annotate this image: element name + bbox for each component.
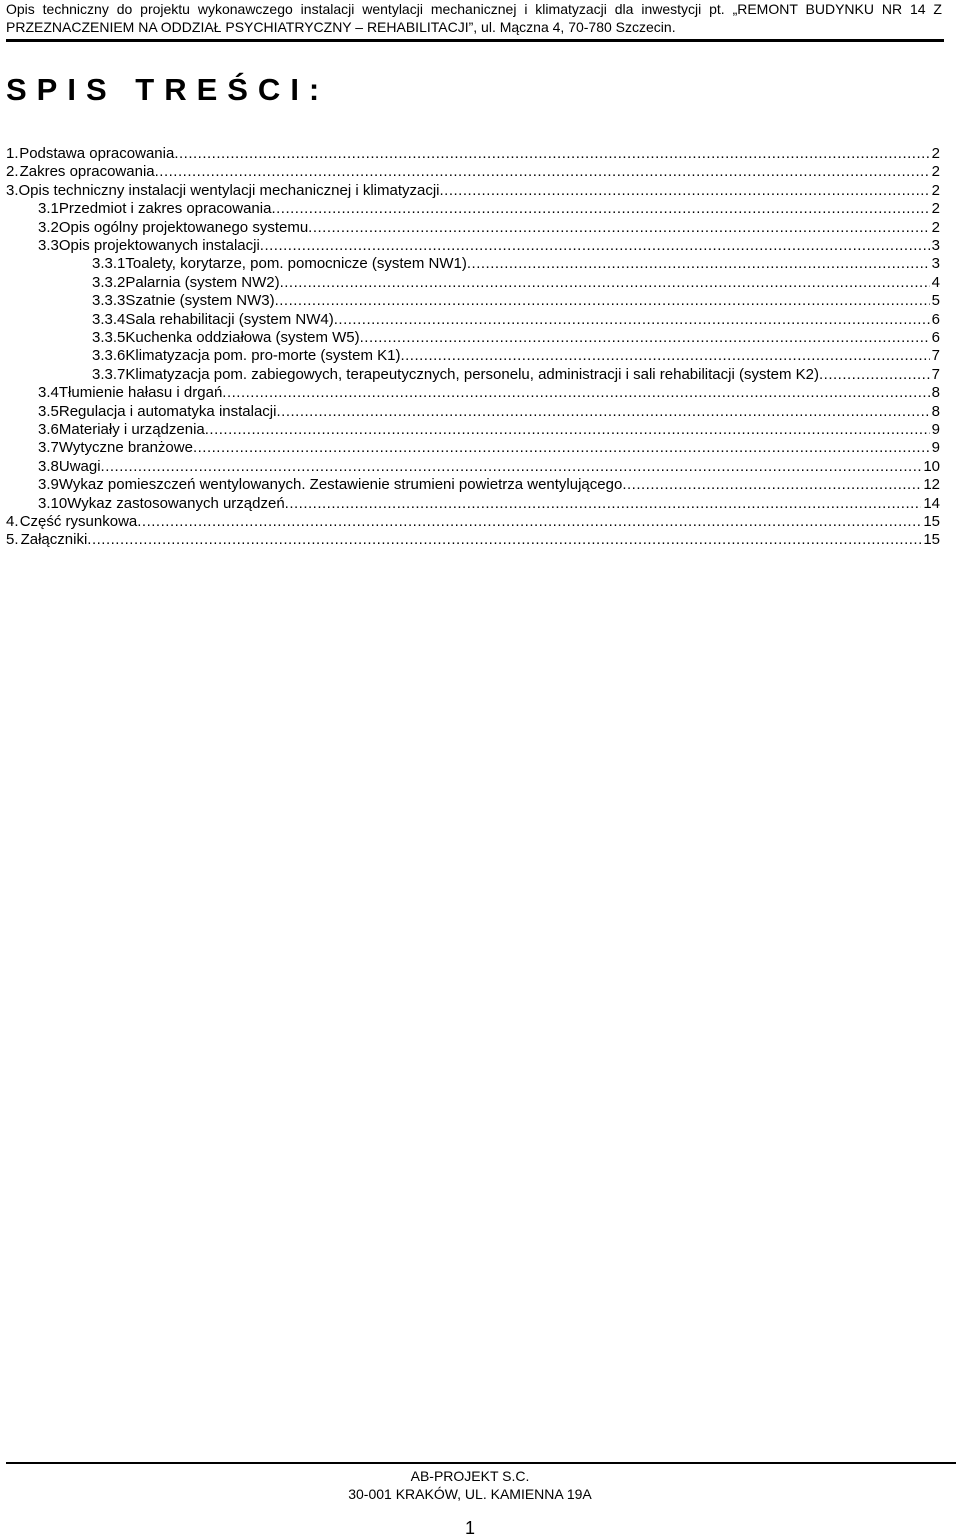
toc-entry[interactable]	[38, 384, 940, 402]
toc-entry-label: Szatnie (system NW3)	[125, 292, 275, 310]
toc-dot-leader	[87, 531, 921, 549]
toc-entry-label: Załączniki	[20, 531, 88, 549]
toc-entry[interactable]	[6, 513, 940, 531]
toc-entry-number: 3.4	[38, 384, 59, 402]
toc-entry-label: Opis projektowanych instalacji	[58, 237, 260, 254]
toc-entry-label: Materiały i urządzenia	[58, 421, 205, 438]
toc-entry-number: 3.3.3	[92, 292, 126, 310]
toc-entry[interactable]	[92, 255, 940, 273]
header-line-2: PRZEZNACZENIEM NA ODDZIAŁ PSYCHIATRYCZNY – REHABILITACJI”, ul. Mączna 4, 70-780 Szczecin.	[6, 19, 676, 35]
toc-entry-page: 2	[931, 218, 940, 236]
toc-entry-number: 3.	[6, 181, 19, 199]
toc-entry-label: Wykaz pomieszczeń wentylowanych. Zestawienie strumieni powietrza wentylującego	[58, 476, 623, 494]
toc-entry-label: Uwagi	[58, 457, 101, 475]
toc-entry[interactable]	[92, 366, 940, 384]
toc-entry[interactable]	[38, 495, 940, 513]
toc-entry-page: 14	[923, 494, 940, 512]
toc-entry[interactable]	[38, 476, 940, 494]
toc-dot-leader	[101, 458, 922, 476]
toc-entry[interactable]	[6, 182, 940, 200]
toc-entry-label: Kuchenka oddziałowa (system W5)	[125, 329, 360, 346]
toc-dot-leader	[360, 329, 930, 347]
toc-dot-leader	[260, 237, 930, 255]
toc-entry-page: 15	[923, 513, 940, 530]
toc-title: SPIS TREŚCI:	[6, 72, 330, 107]
toc-entry-page: 9	[931, 421, 940, 438]
toc-dot-leader	[155, 163, 930, 181]
toc-entry-number: 3.10	[38, 494, 68, 512]
toc-entry[interactable]	[92, 311, 940, 329]
toc-entry[interactable]	[38, 237, 940, 255]
toc-entry-page: 7	[931, 365, 940, 383]
toc-entry-number: 3.3.2	[92, 273, 126, 291]
toc-entry-number: 5.	[6, 531, 19, 549]
toc-dot-leader	[400, 347, 929, 365]
toc-entry-label: Przedmiot i zakres opracowania	[58, 200, 272, 218]
header-line-1: Opis techniczny do projektu wykonawczego instalacji wentylacji mechanicznej i klimatyzacji dla inwestycji pt. „REMONT BUDYNKU NR 14 Z	[6, 1, 942, 17]
toc-entry-number: 3.8	[38, 457, 59, 475]
toc-dot-leader	[205, 421, 930, 439]
toc-entry-page: 2	[931, 145, 940, 162]
toc-entry-label: Część rysunkowa	[19, 513, 138, 530]
toc-dot-leader	[308, 219, 929, 237]
toc-entry-number: 3.1	[38, 200, 59, 218]
toc-dot-leader	[467, 255, 930, 273]
toc-entry-page: 15	[923, 531, 940, 549]
toc-entry-page: 4	[931, 273, 940, 291]
toc-entry-label: Tłumienie hałasu i drgań	[58, 384, 223, 402]
toc-dot-leader	[275, 292, 930, 310]
toc-entry[interactable]	[92, 274, 940, 292]
header-divider	[6, 39, 944, 42]
toc-entry[interactable]	[38, 219, 940, 237]
toc-entry[interactable]	[38, 458, 940, 476]
toc-entry[interactable]	[6, 163, 940, 181]
toc-dot-leader	[285, 495, 922, 513]
toc-entry[interactable]	[92, 329, 940, 347]
toc-dot-leader	[222, 384, 929, 402]
toc-entry[interactable]	[6, 145, 940, 163]
toc-entry-page: 2	[931, 163, 940, 181]
toc-dot-leader	[622, 476, 921, 494]
toc-entry-page: 12	[923, 476, 940, 494]
toc-entry-label: Wykaz zastosowanych urządzeń	[67, 494, 285, 512]
toc-entry-page: 6	[931, 310, 940, 328]
toc-entry[interactable]	[92, 347, 940, 365]
toc-entry-page: 3	[931, 255, 940, 273]
toc-entry-label: Wytyczne branżowe	[58, 439, 193, 457]
toc-entry-number: 3.6	[38, 421, 59, 438]
footer-address: 30-001 KRAKÓW, UL. KAMIENNA 19A	[348, 1486, 592, 1502]
page-number: 1	[464, 1518, 475, 1538]
toc-entry-number: 3.3.7	[92, 365, 126, 383]
toc-entry-page: 10	[923, 457, 940, 475]
toc-dot-leader	[276, 403, 929, 421]
toc-dot-leader	[440, 182, 930, 200]
toc-entry-number: 3.3	[38, 237, 59, 254]
toc-entry[interactable]	[38, 421, 940, 439]
toc-entry-page: 7	[931, 347, 940, 365]
toc-entry-label: Opis ogólny projektowanego systemu	[58, 218, 309, 236]
toc-entry[interactable]	[6, 531, 940, 549]
toc-entry[interactable]	[38, 403, 940, 421]
toc-entry-label: Regulacja i automatyka instalacji	[58, 402, 277, 420]
toc-entry-page: 2	[931, 200, 940, 218]
toc-entry[interactable]	[38, 200, 940, 218]
toc-dot-leader	[193, 439, 930, 457]
toc-entry-number: 3.3.6	[92, 347, 126, 365]
toc-entry-page: 6	[931, 329, 940, 346]
toc-entry[interactable]	[92, 292, 940, 310]
toc-dot-leader	[819, 366, 930, 384]
toc-entry-number: 3.3.1	[92, 255, 126, 273]
toc-entry-number: 3.7	[38, 439, 59, 457]
document-header	[6, 0, 942, 36]
toc-entry-label: Klimatyzacja pom. zabiegowych, terapeutycznych, personelu, administracji i sali rehabilitacji (system K2)	[125, 365, 819, 383]
toc-entry-number: 1.	[6, 145, 19, 162]
toc-entry[interactable]	[38, 439, 940, 457]
toc-dot-leader	[271, 200, 929, 218]
toc-entry-label: Palarnia (system NW2)	[125, 273, 280, 291]
toc-entry-label: Klimatyzacja pom. pro-morte (system K1)	[125, 347, 401, 365]
toc-dot-leader	[334, 311, 930, 329]
toc-dot-leader	[280, 274, 930, 292]
toc-entry-label: Opis techniczny instalacji wentylacji mechanicznej i klimatyzacji	[18, 181, 440, 199]
toc-entry-number: 4.	[6, 513, 19, 530]
toc-entry-label: Sala rehabilitacji (system NW4)	[125, 310, 334, 328]
toc-entry-label: Toalety, korytarze, pom. pomocnicze (system NW1)	[125, 255, 467, 273]
toc-entry-number: 2.	[6, 163, 19, 181]
toc-entry-page: 5	[931, 292, 940, 310]
toc-entry-number: 3.3.5	[92, 329, 126, 346]
toc-entry-page: 8	[931, 384, 940, 402]
toc-entry-page: 9	[931, 439, 940, 457]
toc-dot-leader	[174, 145, 929, 163]
toc-dot-leader	[137, 513, 921, 531]
toc-entry-number: 3.3.4	[92, 310, 126, 328]
toc-entry-page: 3	[931, 237, 940, 254]
toc-entry-label: Zakres opracowania	[19, 163, 155, 181]
toc-entry-number: 3.5	[38, 402, 59, 420]
toc-entry-number: 3.9	[38, 476, 59, 494]
toc-entry-page: 2	[931, 181, 940, 199]
footer-company: AB-PROJEKT S.C.	[410, 1468, 530, 1484]
footer-divider	[6, 1462, 956, 1464]
toc-entry-page: 8	[931, 402, 940, 420]
toc-entry-number: 3.2	[38, 218, 59, 236]
toc-entry-label: Podstawa opracowania	[19, 145, 175, 162]
